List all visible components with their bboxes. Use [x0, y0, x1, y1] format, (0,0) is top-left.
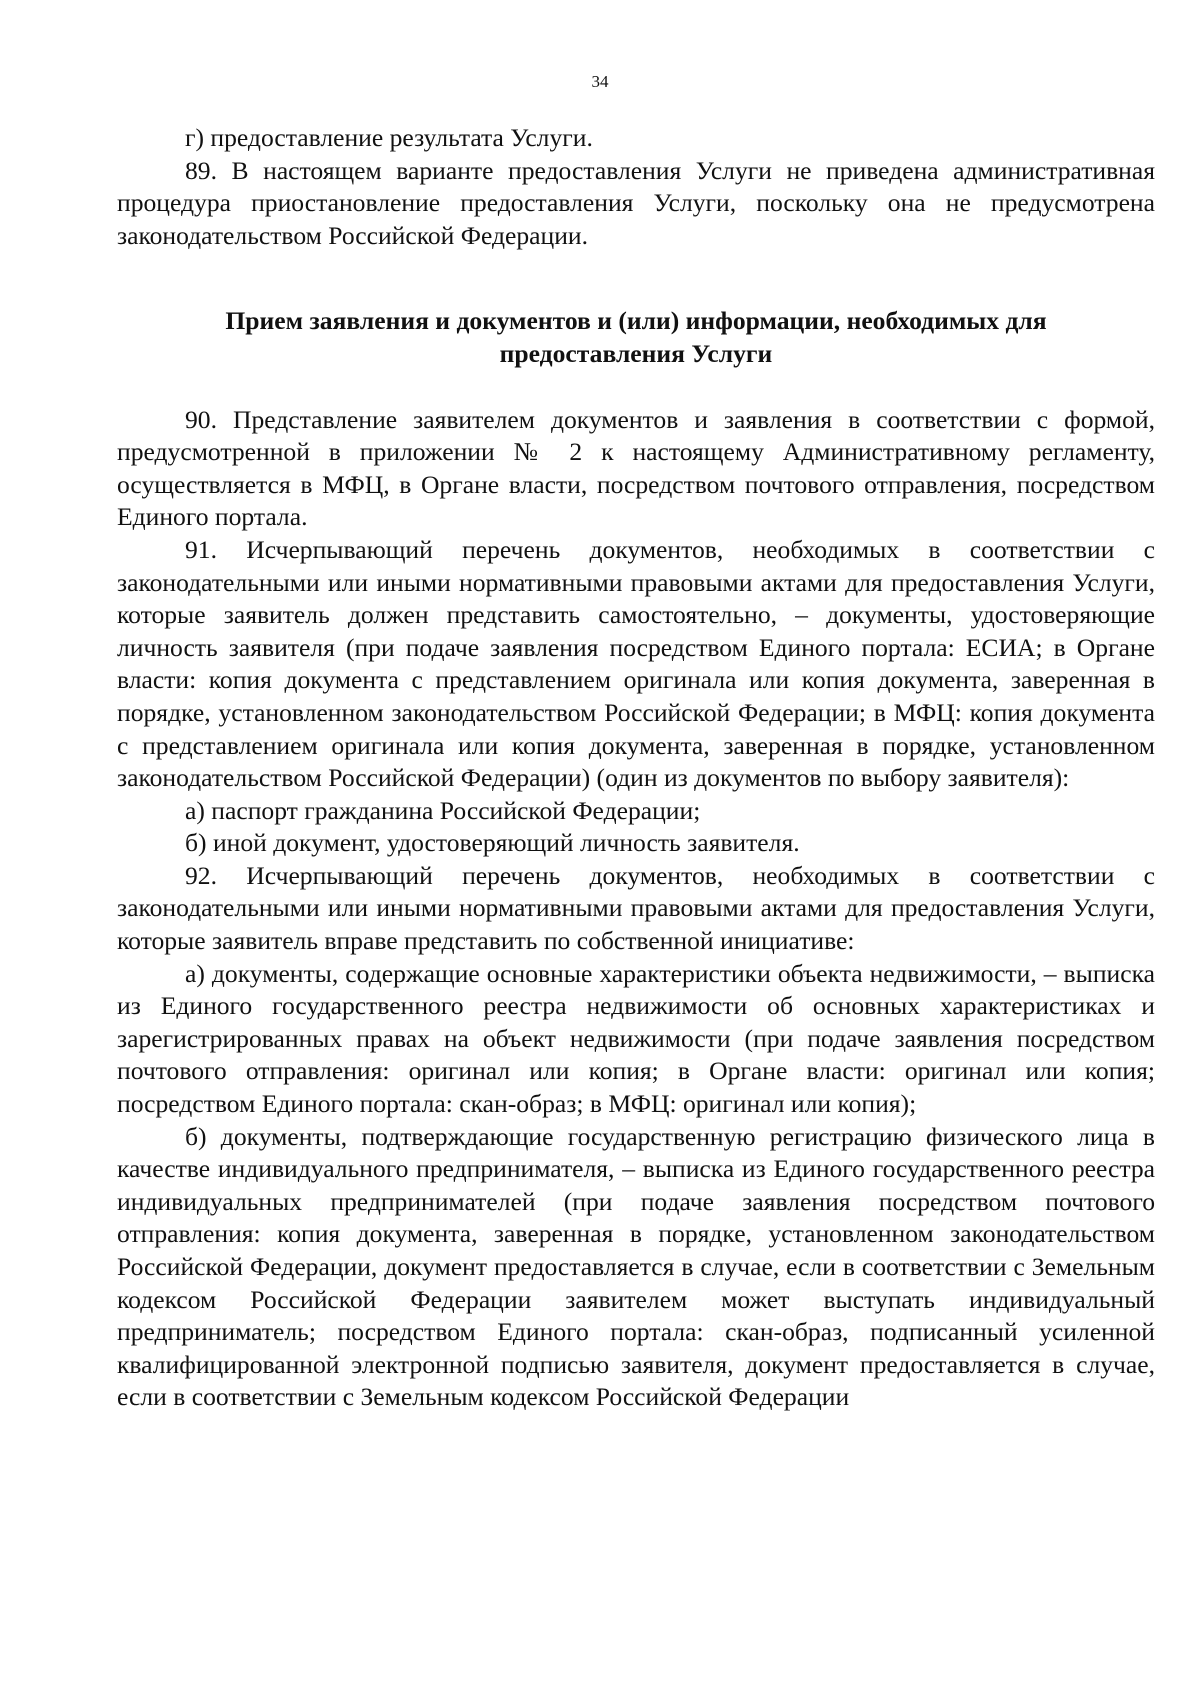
document-body	[117, 122, 1155, 1414]
paragraph-89: 89. В настоящем варианте предоставления Услуги не приведена административная процедура приостановление предоставления Услуги, поскольку она не предусмотрена законодательством Российской Федерации.	[117, 155, 1155, 250]
page-number: 34	[591, 72, 609, 91]
paragraph-91-item-b: б) иной документ, удостоверяющий личность заявителя.	[185, 828, 800, 858]
paragraph-91-item-a: а) паспорт гражданина Российской Федерации;	[185, 795, 701, 825]
section-heading-line-2: предоставления Услуги	[499, 338, 773, 368]
paragraph-92: 92. Исчерпывающий перечень документов, необходимых в соответствии с законодательными или иными нормативными правовыми актами для предоставления Услуги, которые заявитель вправе представить по собственной инициативе:	[117, 860, 1155, 956]
paragraph-90: 90. Представление заявителем документов и заявления в соответствии с формой, предусмотренной в приложении № 2 к настоящему Административному регламенту, осуществляется в МФЦ, в Органе власти, посредством почтового отправления, посредством Единого портала.	[117, 404, 1155, 532]
section-heading-line-1: Прием заявления и документов и (или) информации, необходимых для	[225, 306, 1047, 336]
paragraph-91: 91. Исчерпывающий перечень документов, необходимых в соответствии с законодательными или иными нормативными правовыми актами для предоставления Услуги, которые заявитель должен представить самостоятельно, – документы, удостоверяющие личность заявителя (при подаче заявления посредством Единого портала: ЕСИА; в Органе власти: копия документа с представлением оригинала или копия документа, заверенная в порядке, установленном законодательством Российской Федерации; в МФЦ: копия документа с представлением оригинала или копия документа, заверенная в порядке, установленном законодательством Российской Федерации) (один из документов по выбору заявителя):	[117, 534, 1155, 793]
paragraph-item-g: г) предоставление результата Услуги.	[185, 123, 593, 152]
section-heading	[117, 305, 1155, 370]
paragraph-92-item-a: а) документы, содержащие основные характеристики объекта недвижимости, – выписка из Единого государственного реестра недвижимости об основных характеристиках и зарегистрированных правах на объект недвижимости (при подаче заявления посредством почтового отправления: оригинал или копия; в Органе власти: оригинал или копия; посредством Единого портала: скан-образ; в МФЦ: оригинал или копия);	[117, 958, 1155, 1119]
paragraph-92-item-b: б) документы, подтверждающие государственную регистрацию физического лица в качестве индивидуального предпринимателя, – выписка из Единого государственного реестра индивидуальных предпринимателей (при подаче заявления посредством почтового отправления: копия документа, заверенная в порядке, установленном законодательством Российской Федерации, документ предоставляется в случае, если в соответствии с Земельным кодексом Российской Федерации заявителем может выступать индивидуальный предприниматель; посредством Единого портала: скан-образ, подписанный усиленной квалифицированной электронной подписью заявителя, документ предоставляется в случае, если в соответствии с Земельным кодексом Российской Федерации	[117, 1121, 1155, 1412]
